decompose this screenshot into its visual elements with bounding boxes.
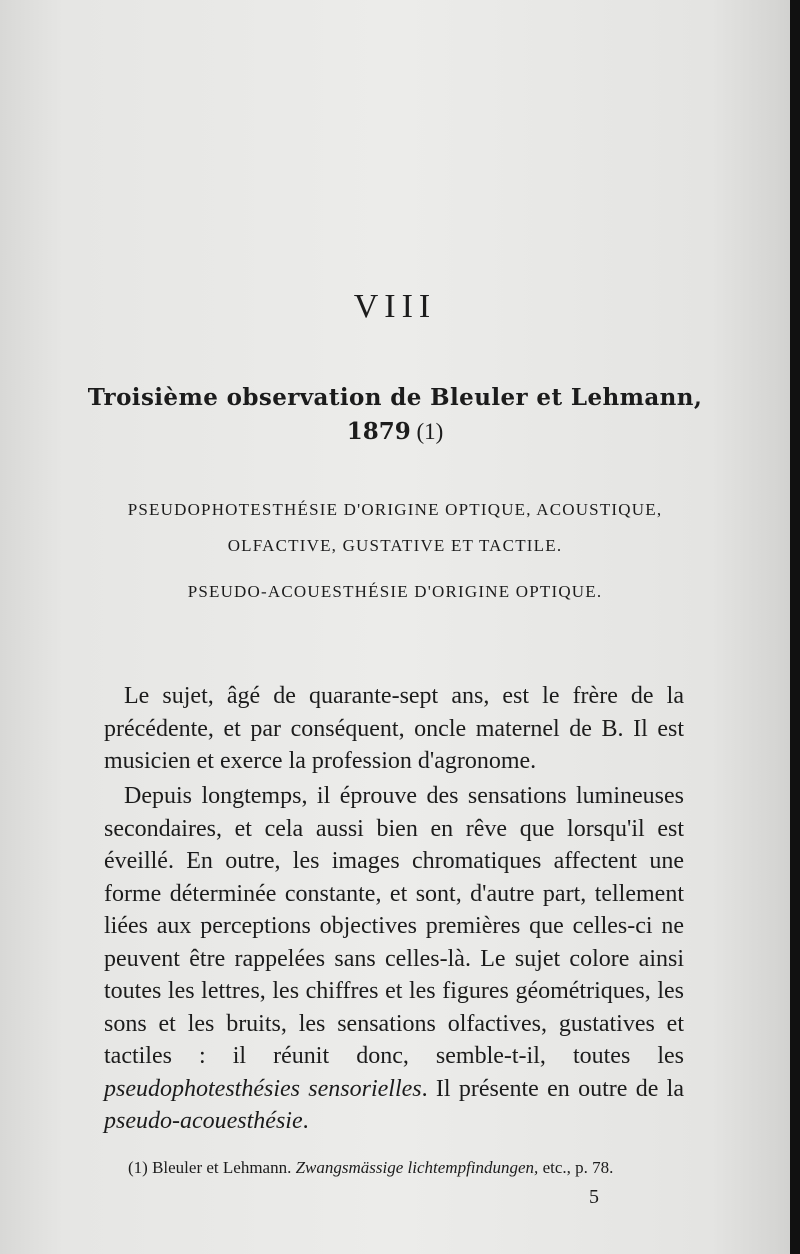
chapter-title-year-line <box>0 418 790 445</box>
body-paragraph-1: Le sujet, âgé de quarante-sept ans, est le frère de la précédente, et par conséquent, oncle maternel de B. Il est musicien et exerce la profession d'agronome. <box>104 683 684 774</box>
body-paragraph-2 <box>104 780 684 1138</box>
chapter-number: VIII <box>353 288 437 325</box>
subtitle-line-2: OLFACTIVE, GUSTATIVE ET TACTILE. <box>227 536 563 555</box>
subtitle-line-1: PSEUDOPHOTESTHÉSIE D'ORIGINE OPTIQUE, ACOUSTIQUE, <box>127 500 663 519</box>
subtitle-line-3: PSEUDO-ACOUESTHÉSIE D'ORIGINE OPTIQUE. <box>187 582 603 601</box>
chapter-title: Troisième observation de Bleuler et Lehmann, <box>87 384 703 411</box>
paragraph-2-main: Depuis longtemps, il éprouve des sensations lumineuses secondaires, et cela aussi bien en rêve que lorsqu'il est éveillé. En outre, les images chromatiques affectent une forme déterminée constante, et sont, d'autre part, tellement liées aux perceptions objectives premières que celles-ci ne peuvent être rappelées sans celles-là. Le sujet colore ainsi toutes les lettres, les chiffres et les figures géométriques, les sons et les bruits, les sensations olfactives, gustatives et tactiles : il réunit donc, semble-t-il, toutes les <box>104 783 684 1069</box>
footnote-rest: etc., p. 78. <box>542 1158 614 1177</box>
paragraph-2-end: . <box>302 1108 309 1134</box>
title-footnote-ref: (1) <box>416 419 444 444</box>
italic-term-2: pseudo-acouesthésie <box>104 1108 303 1134</box>
title-year: 1879 <box>346 418 411 445</box>
page-number: 5 <box>589 1186 599 1208</box>
paragraph-2-mid: . Il présente en outre de la <box>421 1075 684 1102</box>
footnote-marker: (1) <box>128 1158 148 1177</box>
italic-term-1: pseudophotesthésies sensorielles <box>104 1075 422 1102</box>
footnote <box>128 1158 708 1178</box>
footnote-authors: Bleuler et Lehmann. <box>152 1158 292 1177</box>
footnote-work: Zwangsmässige lichtempfindungen, <box>295 1158 539 1177</box>
page-edge <box>790 0 800 1254</box>
